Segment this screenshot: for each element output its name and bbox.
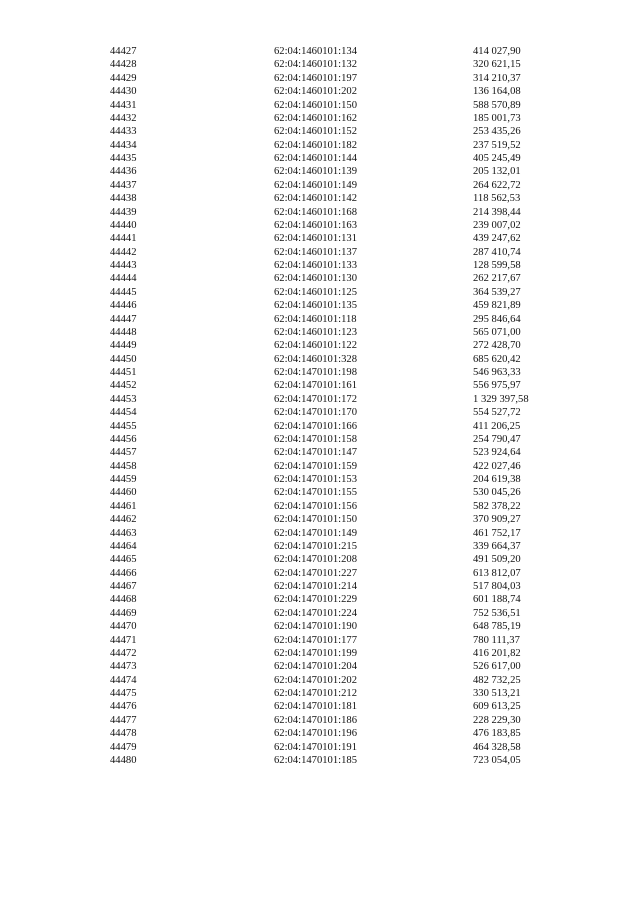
table-row	[0, 660, 640, 673]
cadastral-number: 62:04:1470101:224	[274, 607, 357, 619]
table-row	[0, 366, 640, 379]
table-row	[0, 179, 640, 192]
row-number: 44479	[110, 741, 137, 753]
cadastral-value: 330 513,21	[473, 688, 521, 699]
cadastral-number: 62:04:1470101:150	[274, 514, 357, 526]
cadastral-value: 237 519,52	[473, 139, 521, 151]
cadastral-number: 62:04:1460101:125	[274, 286, 357, 298]
row-number: 44439	[110, 206, 137, 218]
cadastral-number: 62:04:1470101:185	[274, 754, 357, 766]
table-row	[0, 473, 640, 486]
cadastral-number: 62:04:1460101:135	[274, 300, 357, 312]
table-row	[0, 379, 640, 392]
row-number: 44428	[110, 59, 137, 71]
row-number: 44461	[110, 500, 137, 512]
table-row	[0, 500, 640, 513]
table-row	[0, 206, 640, 219]
row-number: 44436	[110, 166, 137, 178]
table-row	[0, 219, 640, 232]
table-row	[0, 486, 640, 499]
row-number: 44475	[110, 688, 137, 699]
row-number: 44430	[110, 86, 137, 98]
table-row	[0, 527, 640, 540]
row-number: 44462	[110, 514, 137, 526]
table-row	[0, 58, 640, 71]
table-row	[0, 741, 640, 754]
row-number: 44433	[110, 126, 137, 138]
row-number: 44468	[110, 594, 137, 606]
cadastral-value: 482 732,25	[473, 674, 521, 686]
cadastral-number: 62:04:1470101:196	[274, 728, 357, 740]
row-number: 44445	[110, 286, 137, 298]
cadastral-number: 62:04:1470101:198	[274, 367, 357, 378]
cadastral-number: 62:04:1470101:229	[274, 594, 357, 606]
row-number: 44453	[110, 393, 137, 405]
row-number: 44451	[110, 367, 137, 378]
table-row	[0, 339, 640, 352]
cadastral-value: 314 210,37	[473, 72, 521, 84]
cadastral-value: 228 229,30	[473, 714, 521, 726]
table-row	[0, 567, 640, 580]
cadastral-number: 62:04:1470101:155	[274, 487, 357, 499]
cadastral-value: 320 621,15	[473, 59, 521, 71]
table-row	[0, 326, 640, 339]
table-row	[0, 259, 640, 272]
cadastral-number: 62:04:1460101:150	[274, 99, 357, 111]
row-number: 44437	[110, 179, 137, 191]
table-row	[0, 152, 640, 165]
row-number: 44460	[110, 487, 137, 499]
cadastral-value: 1 329 397,58	[473, 393, 529, 405]
cadastral-value: 526 617,00	[473, 661, 521, 673]
row-number: 44464	[110, 540, 137, 552]
row-number: 44442	[110, 246, 137, 258]
cadastral-number: 62:04:1470101:181	[274, 701, 357, 713]
row-number: 44478	[110, 728, 137, 740]
row-number: 44435	[110, 153, 137, 164]
cadastral-number: 62:04:1460101:163	[274, 219, 357, 231]
cadastral-value: 205 132,01	[473, 166, 521, 178]
cadastral-number: 62:04:1470101:215	[274, 540, 357, 552]
row-number: 44440	[110, 219, 137, 231]
cadastral-number: 62:04:1470101:199	[274, 647, 357, 659]
cadastral-number: 62:04:1470101:190	[274, 621, 357, 633]
table-row	[0, 72, 640, 85]
row-number: 44467	[110, 581, 137, 592]
cadastral-value: 214 398,44	[473, 206, 521, 218]
cadastral-value-table	[0, 45, 640, 767]
cadastral-value: 254 790,47	[473, 433, 521, 445]
cadastral-value: 723 054,05	[473, 754, 521, 766]
cadastral-value: 136 164,08	[473, 86, 521, 98]
cadastral-value: 530 045,26	[473, 487, 521, 499]
table-row	[0, 593, 640, 606]
table-row	[0, 700, 640, 713]
table-row	[0, 634, 640, 647]
cadastral-number: 62:04:1460101:142	[274, 193, 357, 205]
table-row	[0, 313, 640, 326]
cadastral-value: 601 188,74	[473, 594, 521, 606]
cadastral-number: 62:04:1460101:123	[274, 326, 357, 338]
cadastral-number: 62:04:1470101:147	[274, 447, 357, 459]
cadastral-value: 554 527,72	[473, 407, 521, 419]
table-row	[0, 192, 640, 205]
row-number: 44447	[110, 313, 137, 325]
cadastral-value: 422 027,46	[473, 460, 521, 472]
row-number: 44432	[110, 112, 137, 124]
cadastral-value: 780 111,37	[473, 634, 520, 646]
cadastral-number: 62:04:1470101:191	[274, 741, 357, 753]
table-row	[0, 553, 640, 566]
cadastral-number: 62:04:1460101:197	[274, 72, 357, 84]
table-row	[0, 607, 640, 620]
cadastral-value: 556 975,97	[473, 380, 521, 392]
table-row	[0, 540, 640, 553]
row-number: 44429	[110, 72, 137, 84]
row-number: 44477	[110, 714, 137, 726]
table-body	[0, 45, 640, 767]
cadastral-number: 62:04:1460101:202	[274, 86, 357, 98]
row-number: 44427	[110, 46, 137, 57]
cadastral-value: 339 664,37	[473, 540, 521, 552]
cadastral-number: 62:04:1470101:156	[274, 500, 357, 512]
table-row	[0, 272, 640, 285]
table-row	[0, 674, 640, 687]
cadastral-value: 204 619,38	[473, 474, 521, 485]
row-number: 44438	[110, 193, 137, 205]
cadastral-number: 62:04:1470101:170	[274, 407, 357, 419]
cadastral-number: 62:04:1470101:166	[274, 420, 357, 432]
row-number: 44471	[110, 634, 137, 646]
table-row	[0, 299, 640, 312]
cadastral-number: 62:04:1460101:149	[274, 179, 357, 191]
row-number: 44470	[110, 621, 137, 633]
table-row	[0, 620, 640, 633]
cadastral-number: 62:04:1460101:134	[274, 46, 357, 57]
cadastral-value: 287 410,74	[473, 246, 521, 258]
cadastral-value: 752 536,51	[473, 607, 521, 619]
cadastral-value: 439 247,62	[473, 233, 521, 245]
table-row	[0, 85, 640, 98]
cadastral-value: 370 909,27	[473, 514, 521, 526]
cadastral-number: 62:04:1460101:118	[274, 313, 357, 325]
cadastral-value: 405 245,49	[473, 153, 521, 164]
row-number: 44469	[110, 607, 137, 619]
table-row	[0, 112, 640, 125]
cadastral-value: 461 752,17	[473, 527, 521, 539]
table-row	[0, 353, 640, 366]
cadastral-value: 118 562,53	[473, 193, 521, 205]
row-number: 44449	[110, 340, 137, 352]
row-number: 44458	[110, 460, 137, 472]
cadastral-value: 648 785,19	[473, 621, 521, 633]
row-number: 44474	[110, 674, 137, 686]
row-number: 44476	[110, 701, 137, 713]
row-number: 44452	[110, 380, 137, 392]
cadastral-number: 62:04:1460101:131	[274, 233, 357, 245]
cadastral-number: 62:04:1460101:139	[274, 166, 357, 178]
cadastral-value: 546 963,33	[473, 367, 521, 378]
cadastral-number: 62:04:1470101:149	[274, 527, 357, 539]
table-row	[0, 580, 640, 593]
row-number: 44431	[110, 99, 137, 111]
cadastral-value: 459 821,89	[473, 300, 521, 312]
cadastral-value: 411 206,25	[473, 420, 521, 432]
cadastral-number: 62:04:1460101:328	[274, 353, 357, 365]
cadastral-number: 62:04:1460101:137	[274, 246, 357, 258]
cadastral-value: 295 846,64	[473, 313, 521, 325]
cadastral-value: 613 812,07	[473, 567, 521, 579]
cadastral-value: 476 183,85	[473, 728, 521, 740]
cadastral-number: 62:04:1460101:122	[274, 340, 357, 352]
row-number: 44463	[110, 527, 137, 539]
table-row	[0, 246, 640, 259]
table-row	[0, 687, 640, 700]
table-row	[0, 727, 640, 740]
row-number: 44454	[110, 407, 137, 419]
cadastral-number: 62:04:1470101:172	[274, 393, 357, 405]
cadastral-value: 364 539,27	[473, 286, 521, 298]
cadastral-value: 582 378,22	[473, 500, 521, 512]
cadastral-value: 185 001,73	[473, 112, 521, 124]
row-number: 44450	[110, 353, 137, 365]
table-row	[0, 165, 640, 178]
cadastral-number: 62:04:1470101:158	[274, 433, 357, 445]
cadastral-value: 565 071,00	[473, 326, 521, 338]
cadastral-number: 62:04:1470101:177	[274, 634, 357, 646]
cadastral-number: 62:04:1460101:130	[274, 273, 357, 285]
table-row	[0, 446, 640, 459]
table-row	[0, 232, 640, 245]
cadastral-number: 62:04:1470101:214	[274, 581, 357, 592]
row-number: 44448	[110, 326, 137, 338]
cadastral-value: 239 007,02	[473, 219, 521, 231]
cadastral-number: 62:04:1470101:208	[274, 554, 357, 566]
table-row	[0, 99, 640, 112]
cadastral-number: 62:04:1460101:168	[274, 206, 357, 218]
cadastral-value: 517 804,03	[473, 581, 521, 592]
table-row	[0, 286, 640, 299]
cadastral-value: 414 027,90	[473, 46, 521, 57]
cadastral-value: 685 620,42	[473, 353, 521, 365]
cadastral-number: 62:04:1470101:212	[274, 688, 357, 699]
row-number: 44480	[110, 754, 137, 766]
cadastral-number: 62:04:1460101:133	[274, 260, 357, 271]
cadastral-number: 62:04:1460101:152	[274, 126, 357, 138]
cadastral-number: 62:04:1470101:227	[274, 567, 357, 579]
cadastral-number: 62:04:1470101:202	[274, 674, 357, 686]
cadastral-value: 523 924,64	[473, 447, 521, 459]
cadastral-number: 62:04:1460101:182	[274, 139, 357, 151]
cadastral-value: 416 201,82	[473, 647, 521, 659]
cadastral-value: 491 509,20	[473, 554, 521, 566]
row-number: 44456	[110, 433, 137, 445]
cadastral-value: 262 217,67	[473, 273, 521, 285]
table-row	[0, 420, 640, 433]
table-row	[0, 647, 640, 660]
cadastral-number: 62:04:1460101:144	[274, 153, 357, 164]
cadastral-number: 62:04:1470101:159	[274, 460, 357, 472]
row-number: 44457	[110, 447, 137, 459]
cadastral-value: 253 435,26	[473, 126, 521, 138]
cadastral-number: 62:04:1470101:204	[274, 661, 357, 673]
row-number: 44434	[110, 139, 137, 151]
row-number: 44446	[110, 300, 137, 312]
cadastral-value: 609 613,25	[473, 701, 521, 713]
row-number: 44443	[110, 260, 137, 271]
cadastral-number: 62:04:1470101:186	[274, 714, 357, 726]
cadastral-value: 272 428,70	[473, 340, 521, 352]
cadastral-value: 464 328,58	[473, 741, 521, 753]
row-number: 44472	[110, 647, 137, 659]
row-number: 44466	[110, 567, 137, 579]
cadastral-value: 588 570,89	[473, 99, 521, 111]
row-number: 44473	[110, 661, 137, 673]
row-number: 44441	[110, 233, 137, 245]
table-row	[0, 460, 640, 473]
cadastral-number: 62:04:1460101:162	[274, 112, 357, 124]
table-row	[0, 513, 640, 526]
cadastral-value: 264 622,72	[473, 179, 521, 191]
row-number: 44444	[110, 273, 137, 285]
table-row	[0, 139, 640, 152]
table-row	[0, 125, 640, 138]
table-row	[0, 754, 640, 767]
row-number: 44459	[110, 474, 137, 485]
table-row	[0, 393, 640, 406]
table-row	[0, 433, 640, 446]
cadastral-value: 128 599,58	[473, 260, 521, 271]
cadastral-number: 62:04:1470101:153	[274, 474, 357, 485]
row-number: 44465	[110, 554, 137, 566]
cadastral-number: 62:04:1460101:132	[274, 59, 357, 71]
table-row	[0, 714, 640, 727]
table-row	[0, 45, 640, 58]
cadastral-number: 62:04:1470101:161	[274, 380, 357, 392]
row-number: 44455	[110, 420, 137, 432]
table-row	[0, 406, 640, 419]
